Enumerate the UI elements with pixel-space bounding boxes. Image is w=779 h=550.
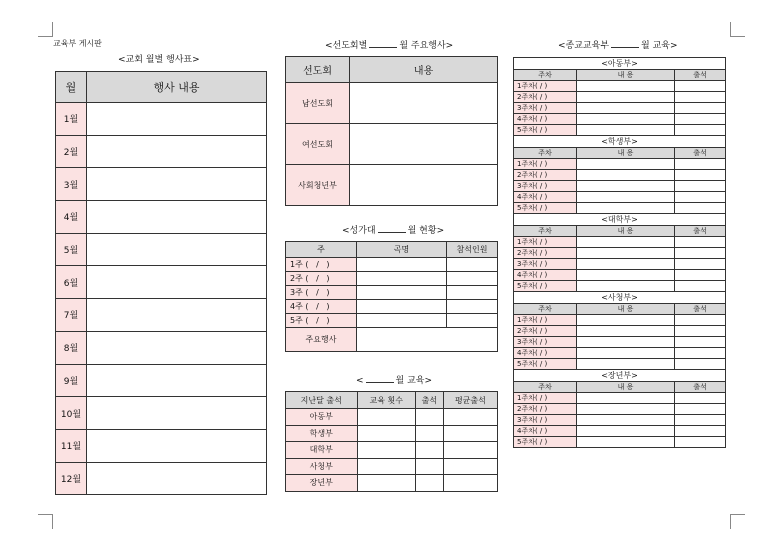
session-attend-cell (675, 159, 726, 170)
department-row (286, 475, 498, 492)
session-label: 3주차( / ) (514, 415, 577, 426)
session-attend-cell (675, 393, 726, 404)
session-row (514, 404, 726, 415)
section-title: <대학부> (514, 214, 726, 226)
education-summary-title: < 월 교육> (356, 376, 433, 386)
session-row (514, 192, 726, 203)
department-row (286, 425, 498, 442)
session-row (514, 81, 726, 92)
religious-education-title: <종교교육부 월 교육> (558, 41, 678, 51)
session-label: 1주차( / ) (514, 393, 577, 404)
col-rel-content-header: 내 용 (577, 226, 675, 237)
session-row (514, 348, 726, 359)
section-title-row (514, 370, 726, 382)
department-value-cell (415, 409, 443, 426)
religious-education-table (513, 57, 726, 448)
session-row (514, 270, 726, 281)
department-value-cell (443, 409, 497, 426)
session-content-cell (577, 337, 675, 348)
col-rel-attend-header: 출석 (675, 148, 726, 159)
department-value-cell (415, 442, 443, 459)
month-content-cell (87, 299, 267, 332)
session-row (514, 415, 726, 426)
session-content-cell (577, 281, 675, 292)
month-label: 12월 (56, 462, 87, 495)
mission-events-title: <선도회별 월 주요행사> (325, 41, 454, 51)
session-label: 4주차( / ) (514, 114, 577, 125)
crop-mark-bottom-right (730, 514, 745, 529)
session-label: 3주차( / ) (514, 103, 577, 114)
month-row (56, 168, 267, 201)
section-title-row (514, 214, 726, 226)
col-rel-attend-header: 출석 (675, 304, 726, 315)
col-session-header: 주차 (514, 70, 577, 81)
session-label: 5주차( / ) (514, 359, 577, 370)
board-label: 교육부 게시판 (53, 39, 102, 48)
month-label: 7월 (56, 299, 87, 332)
week-row (286, 258, 498, 272)
crop-mark-top-right (730, 22, 745, 37)
choir-footer-label: 주요행사 (286, 328, 357, 352)
session-content-cell (577, 203, 675, 214)
col-rel-attend-header: 출석 (675, 70, 726, 81)
session-label: 5주차( / ) (514, 125, 577, 136)
session-row (514, 359, 726, 370)
edu-header: 교육 횟수 (357, 392, 415, 409)
group-content-cell (350, 165, 498, 206)
month-label: 10월 (56, 397, 87, 430)
department-value-cell (415, 475, 443, 492)
edu-header: 평균출석 (443, 392, 497, 409)
group-row (286, 124, 498, 165)
month-row (56, 429, 267, 462)
month-label: 5월 (56, 233, 87, 266)
month-label: 1월 (56, 103, 87, 136)
session-content-cell (577, 348, 675, 359)
session-attend-cell (675, 337, 726, 348)
col-month-header: 월 (56, 72, 87, 103)
department-label: 사청부 (286, 458, 358, 475)
session-label: 3주차( / ) (514, 259, 577, 270)
session-attend-cell (675, 404, 726, 415)
education-summary-table (285, 391, 498, 492)
session-attend-cell (675, 259, 726, 270)
session-label: 1주차( / ) (514, 159, 577, 170)
department-value-cell (443, 425, 497, 442)
month-label: 4월 (56, 201, 87, 234)
session-label: 2주차( / ) (514, 92, 577, 103)
session-attend-cell (675, 114, 726, 125)
session-label: 4주차( / ) (514, 192, 577, 203)
week-label: 1주 ( / ) (286, 258, 357, 272)
group-row (286, 83, 498, 124)
session-label: 4주차( / ) (514, 426, 577, 437)
session-content-cell (577, 125, 675, 136)
session-attend-cell (675, 281, 726, 292)
month-content-cell (87, 429, 267, 462)
attend-cell (447, 314, 498, 328)
session-content-cell (577, 248, 675, 259)
session-content-cell (577, 237, 675, 248)
col-rel-attend-header: 출석 (675, 226, 726, 237)
section-title-row (514, 58, 726, 70)
col-group-content-header: 내용 (350, 57, 498, 83)
crop-mark-top-left (38, 22, 53, 37)
col-rel-content-header: 내 용 (577, 70, 675, 81)
session-label: 1주차( / ) (514, 237, 577, 248)
section-title-row (514, 136, 726, 148)
session-label: 2주차( / ) (514, 326, 577, 337)
week-row (286, 286, 498, 300)
month-row (56, 462, 267, 495)
session-attend-cell (675, 192, 726, 203)
department-value-cell (357, 442, 415, 459)
month-content-cell (87, 233, 267, 266)
month-content-cell (87, 201, 267, 234)
session-row (514, 326, 726, 337)
session-label: 5주차( / ) (514, 281, 577, 292)
session-content-cell (577, 270, 675, 281)
session-attend-cell (675, 81, 726, 92)
mission-events-table (285, 56, 498, 206)
session-content-cell (577, 426, 675, 437)
session-content-cell (577, 359, 675, 370)
month-content-cell (87, 168, 267, 201)
col-week-header: 주 (286, 242, 357, 258)
session-attend-cell (675, 237, 726, 248)
col-session-header: 주차 (514, 148, 577, 159)
session-content-cell (577, 159, 675, 170)
group-label: 남선도회 (286, 83, 350, 124)
crop-mark-bottom-left (38, 514, 53, 529)
department-label: 장년부 (286, 475, 358, 492)
department-value-cell (443, 442, 497, 459)
attend-cell (447, 286, 498, 300)
department-value-cell (443, 475, 497, 492)
session-row (514, 170, 726, 181)
session-row (514, 259, 726, 270)
session-row (514, 426, 726, 437)
month-label: 3월 (56, 168, 87, 201)
session-row (514, 203, 726, 214)
week-row (286, 314, 498, 328)
section-header-row (514, 382, 726, 393)
section-title: <장년부> (514, 370, 726, 382)
session-row (514, 337, 726, 348)
session-row (514, 281, 726, 292)
section-title-row (514, 292, 726, 304)
session-attend-cell (675, 203, 726, 214)
session-row (514, 125, 726, 136)
department-label: 아동부 (286, 409, 358, 426)
group-row (286, 165, 498, 206)
song-cell (357, 300, 447, 314)
session-attend-cell (675, 437, 726, 448)
col-session-header: 주차 (514, 226, 577, 237)
month-label: 6월 (56, 266, 87, 299)
session-label: 3주차( / ) (514, 337, 577, 348)
session-attend-cell (675, 92, 726, 103)
session-content-cell (577, 315, 675, 326)
month-label: 11월 (56, 429, 87, 462)
month-row (56, 331, 267, 364)
month-label: 9월 (56, 364, 87, 397)
session-label: 2주차( / ) (514, 248, 577, 259)
session-label: 1주차( / ) (514, 81, 577, 92)
col-group-header: 선도회 (286, 57, 350, 83)
session-row (514, 437, 726, 448)
col-session-header: 주차 (514, 304, 577, 315)
col-session-header: 주차 (514, 382, 577, 393)
department-row (286, 409, 498, 426)
department-value-cell (415, 425, 443, 442)
month-content-cell (87, 266, 267, 299)
department-label: 학생부 (286, 425, 358, 442)
session-content-cell (577, 103, 675, 114)
department-value-cell (357, 475, 415, 492)
col-content-header: 행사 내용 (87, 72, 267, 103)
session-row (514, 315, 726, 326)
week-row (286, 300, 498, 314)
song-cell (357, 286, 447, 300)
col-rel-content-header: 내 용 (577, 304, 675, 315)
monthly-schedule-table (55, 71, 267, 495)
month-row (56, 364, 267, 397)
month-row (56, 135, 267, 168)
session-attend-cell (675, 348, 726, 359)
attend-cell (447, 272, 498, 286)
col-rel-attend-header: 출석 (675, 382, 726, 393)
month-content-cell (87, 331, 267, 364)
session-label: 1주차( / ) (514, 315, 577, 326)
session-label: 5주차( / ) (514, 203, 577, 214)
edu-header: 출석 (415, 392, 443, 409)
session-label: 3주차( / ) (514, 181, 577, 192)
session-attend-cell (675, 415, 726, 426)
session-attend-cell (675, 315, 726, 326)
month-content-cell (87, 103, 267, 136)
attend-cell (447, 258, 498, 272)
session-row (514, 114, 726, 125)
month-row (56, 397, 267, 430)
section-header-row (514, 70, 726, 81)
session-label: 2주차( / ) (514, 404, 577, 415)
month-content-cell (87, 397, 267, 430)
week-label: 2주 ( / ) (286, 272, 357, 286)
choir-title: <성가대 월 현황> (342, 226, 445, 236)
month-label: 2월 (56, 135, 87, 168)
session-content-cell (577, 259, 675, 270)
week-label: 5주 ( / ) (286, 314, 357, 328)
session-attend-cell (675, 426, 726, 437)
edu-header: 지난달 출석 (286, 392, 358, 409)
session-row (514, 159, 726, 170)
choir-table (285, 241, 498, 352)
section-header-row (514, 304, 726, 315)
attend-cell (447, 300, 498, 314)
month-row (56, 299, 267, 332)
session-label: 4주차( / ) (514, 270, 577, 281)
session-content-cell (577, 81, 675, 92)
session-attend-cell (675, 103, 726, 114)
session-row (514, 92, 726, 103)
section-title: <사청부> (514, 292, 726, 304)
session-content-cell (577, 92, 675, 103)
department-value-cell (357, 425, 415, 442)
group-label: 사회청년부 (286, 165, 350, 206)
session-label: 5주차( / ) (514, 437, 577, 448)
session-content-cell (577, 404, 675, 415)
department-label: 대학부 (286, 442, 358, 459)
department-row (286, 442, 498, 459)
session-attend-cell (675, 248, 726, 259)
col-rel-content-header: 내 용 (577, 148, 675, 159)
session-label: 2주차( / ) (514, 170, 577, 181)
session-content-cell (577, 192, 675, 203)
week-row (286, 272, 498, 286)
month-row (56, 201, 267, 234)
session-row (514, 103, 726, 114)
session-row (514, 181, 726, 192)
department-value-cell (443, 458, 497, 475)
department-value-cell (357, 409, 415, 426)
song-cell (357, 272, 447, 286)
session-attend-cell (675, 181, 726, 192)
session-label: 4주차( / ) (514, 348, 577, 359)
session-attend-cell (675, 170, 726, 181)
session-content-cell (577, 181, 675, 192)
session-attend-cell (675, 326, 726, 337)
group-content-cell (350, 83, 498, 124)
month-label: 8월 (56, 331, 87, 364)
session-row (514, 248, 726, 259)
month-row (56, 103, 267, 136)
session-content-cell (577, 170, 675, 181)
session-content-cell (577, 415, 675, 426)
monthly-schedule-title: <교회 월별 행사표> (118, 55, 200, 65)
week-label: 4주 ( / ) (286, 300, 357, 314)
session-attend-cell (675, 359, 726, 370)
month-row (56, 266, 267, 299)
session-row (514, 393, 726, 404)
session-content-cell (577, 326, 675, 337)
session-content-cell (577, 114, 675, 125)
choir-footer-cell (357, 328, 498, 352)
group-label: 여선도회 (286, 124, 350, 165)
section-header-row (514, 226, 726, 237)
month-content-cell (87, 135, 267, 168)
session-attend-cell (675, 125, 726, 136)
department-value-cell (357, 458, 415, 475)
month-content-cell (87, 462, 267, 495)
col-attend-header: 참석인원 (447, 242, 498, 258)
session-content-cell (577, 393, 675, 404)
month-content-cell (87, 364, 267, 397)
col-rel-content-header: 내 용 (577, 382, 675, 393)
department-row (286, 458, 498, 475)
session-attend-cell (675, 270, 726, 281)
department-value-cell (415, 458, 443, 475)
group-content-cell (350, 124, 498, 165)
session-row (514, 237, 726, 248)
week-label: 3주 ( / ) (286, 286, 357, 300)
col-song-header: 곡명 (357, 242, 447, 258)
month-row (56, 233, 267, 266)
song-cell (357, 314, 447, 328)
section-title: <학생부> (514, 136, 726, 148)
section-title: <아동부> (514, 58, 726, 70)
session-content-cell (577, 437, 675, 448)
song-cell (357, 258, 447, 272)
section-header-row (514, 148, 726, 159)
